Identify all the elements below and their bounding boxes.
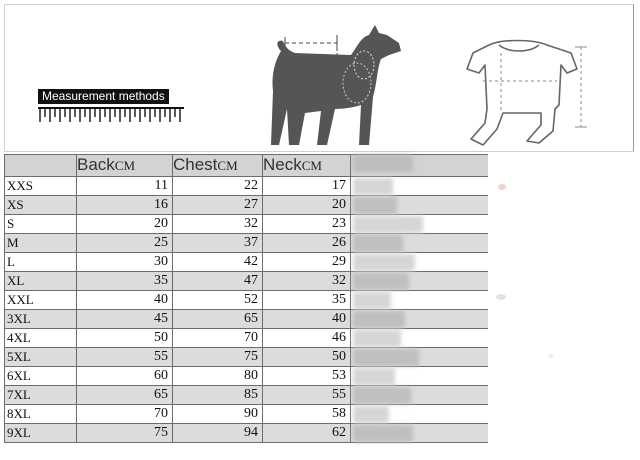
table-row bbox=[5, 386, 491, 405]
ruler-icon bbox=[38, 106, 184, 124]
table-row bbox=[5, 405, 491, 424]
blurred-cell bbox=[351, 177, 491, 196]
neck-cell: 62 bbox=[263, 424, 351, 443]
size-cell: L bbox=[5, 253, 77, 272]
dog-garment-outline-icon bbox=[457, 35, 597, 149]
back-cell: 25 bbox=[77, 234, 173, 253]
blurred-cell bbox=[351, 196, 491, 215]
table-row bbox=[5, 367, 491, 386]
blurred-cell bbox=[351, 329, 491, 348]
chest-cell: 80 bbox=[173, 367, 263, 386]
blurred-cell-content bbox=[353, 368, 395, 385]
back-cell: 75 bbox=[77, 424, 173, 443]
back-cell: 16 bbox=[77, 196, 173, 215]
header-neck: NeckCM bbox=[263, 155, 351, 177]
blurred-cell-content bbox=[353, 425, 413, 442]
size-cell: M bbox=[5, 234, 77, 253]
size-cell: S bbox=[5, 215, 77, 234]
back-cell: 50 bbox=[77, 329, 173, 348]
chest-cell: 22 bbox=[173, 177, 263, 196]
size-cell: XXS bbox=[5, 177, 77, 196]
chest-cell: 75 bbox=[173, 348, 263, 367]
table-row bbox=[5, 215, 491, 234]
blurred-cell bbox=[351, 310, 491, 329]
blurred-mark bbox=[548, 354, 554, 358]
dog-silhouette-icon bbox=[265, 21, 415, 149]
chest-cell: 47 bbox=[173, 272, 263, 291]
neck-cell: 53 bbox=[263, 367, 351, 386]
blurred-cell-content bbox=[353, 197, 397, 214]
table-row bbox=[5, 253, 491, 272]
blurred-cell bbox=[351, 291, 491, 310]
blurred-cell-content bbox=[353, 216, 423, 233]
chest-cell: 27 bbox=[173, 196, 263, 215]
blurred-cell bbox=[351, 234, 491, 253]
blurred-cell-content bbox=[353, 387, 411, 404]
blurred-cell bbox=[351, 367, 491, 386]
blurred-cell-content bbox=[353, 330, 401, 347]
back-cell: 60 bbox=[77, 367, 173, 386]
header-blurred-column bbox=[351, 155, 491, 177]
size-cell: 5XL bbox=[5, 348, 77, 367]
table-row bbox=[5, 291, 491, 310]
blurred-cell-content bbox=[353, 178, 393, 195]
blurred-cell-content bbox=[353, 273, 409, 290]
back-cell: 20 bbox=[77, 215, 173, 234]
chest-cell: 42 bbox=[173, 253, 263, 272]
chest-cell: 94 bbox=[173, 424, 263, 443]
neck-cell: 35 bbox=[263, 291, 351, 310]
blurred-cell-content bbox=[353, 292, 391, 309]
measurement-methods-label: Measurement methods bbox=[38, 89, 169, 104]
size-cell: XXL bbox=[5, 291, 77, 310]
blurred-cell bbox=[351, 386, 491, 405]
table-row bbox=[5, 177, 491, 196]
measurement-banner bbox=[4, 4, 634, 152]
header-chest: ChestCM bbox=[173, 155, 263, 177]
size-table bbox=[4, 154, 491, 443]
back-cell: 65 bbox=[77, 386, 173, 405]
blurred-cell-content bbox=[353, 311, 405, 328]
neck-cell: 55 bbox=[263, 386, 351, 405]
chest-cell: 70 bbox=[173, 329, 263, 348]
neck-cell: 17 bbox=[263, 177, 351, 196]
back-cell: 70 bbox=[77, 405, 173, 424]
back-cell: 40 bbox=[77, 291, 173, 310]
size-cell: 9XL bbox=[5, 424, 77, 443]
table-row bbox=[5, 196, 491, 215]
blurred-cell bbox=[351, 348, 491, 367]
table-row bbox=[5, 234, 491, 253]
size-cell: 3XL bbox=[5, 310, 77, 329]
blurred-cell bbox=[351, 272, 491, 291]
table-row bbox=[5, 272, 491, 291]
blurred-cell bbox=[351, 405, 491, 424]
neck-cell: 23 bbox=[263, 215, 351, 234]
neck-cell: 20 bbox=[263, 196, 351, 215]
size-cell: XS bbox=[5, 196, 77, 215]
neck-cell: 46 bbox=[263, 329, 351, 348]
neck-cell: 58 bbox=[263, 405, 351, 424]
blurred-cell bbox=[351, 253, 491, 272]
neck-cell: 50 bbox=[263, 348, 351, 367]
blurred-cell-content bbox=[353, 235, 403, 252]
back-cell: 11 bbox=[77, 177, 173, 196]
chest-cell: 85 bbox=[173, 386, 263, 405]
size-cell: 7XL bbox=[5, 386, 77, 405]
blurred-cell bbox=[351, 424, 491, 443]
size-cell: 4XL bbox=[5, 329, 77, 348]
chest-cell: 37 bbox=[173, 234, 263, 253]
neck-cell: 29 bbox=[263, 253, 351, 272]
blurred-cell bbox=[351, 215, 491, 234]
blurred-mark bbox=[496, 294, 506, 300]
blurred-side-area bbox=[488, 154, 636, 454]
neck-cell: 26 bbox=[263, 234, 351, 253]
size-cell: 6XL bbox=[5, 367, 77, 386]
chest-cell: 32 bbox=[173, 215, 263, 234]
blurred-mark bbox=[498, 184, 506, 190]
chest-cell: 52 bbox=[173, 291, 263, 310]
back-cell: 45 bbox=[77, 310, 173, 329]
back-cell: 30 bbox=[77, 253, 173, 272]
blurred-cell-content bbox=[353, 406, 389, 423]
table-row bbox=[5, 329, 491, 348]
size-cell: XL bbox=[5, 272, 77, 291]
header-back: BackCM bbox=[77, 155, 173, 177]
size-cell: 8XL bbox=[5, 405, 77, 424]
chest-cell: 90 bbox=[173, 405, 263, 424]
chest-cell: 65 bbox=[173, 310, 263, 329]
blurred-header-cell bbox=[353, 155, 413, 172]
blurred-cell-content bbox=[353, 349, 419, 366]
header-size bbox=[5, 155, 77, 177]
table-header-row bbox=[5, 155, 491, 177]
neck-cell: 40 bbox=[263, 310, 351, 329]
table-row bbox=[5, 424, 491, 443]
neck-cell: 32 bbox=[263, 272, 351, 291]
blurred-cell-content bbox=[353, 254, 415, 271]
back-cell: 55 bbox=[77, 348, 173, 367]
table-row bbox=[5, 310, 491, 329]
back-cell: 35 bbox=[77, 272, 173, 291]
table-row bbox=[5, 348, 491, 367]
